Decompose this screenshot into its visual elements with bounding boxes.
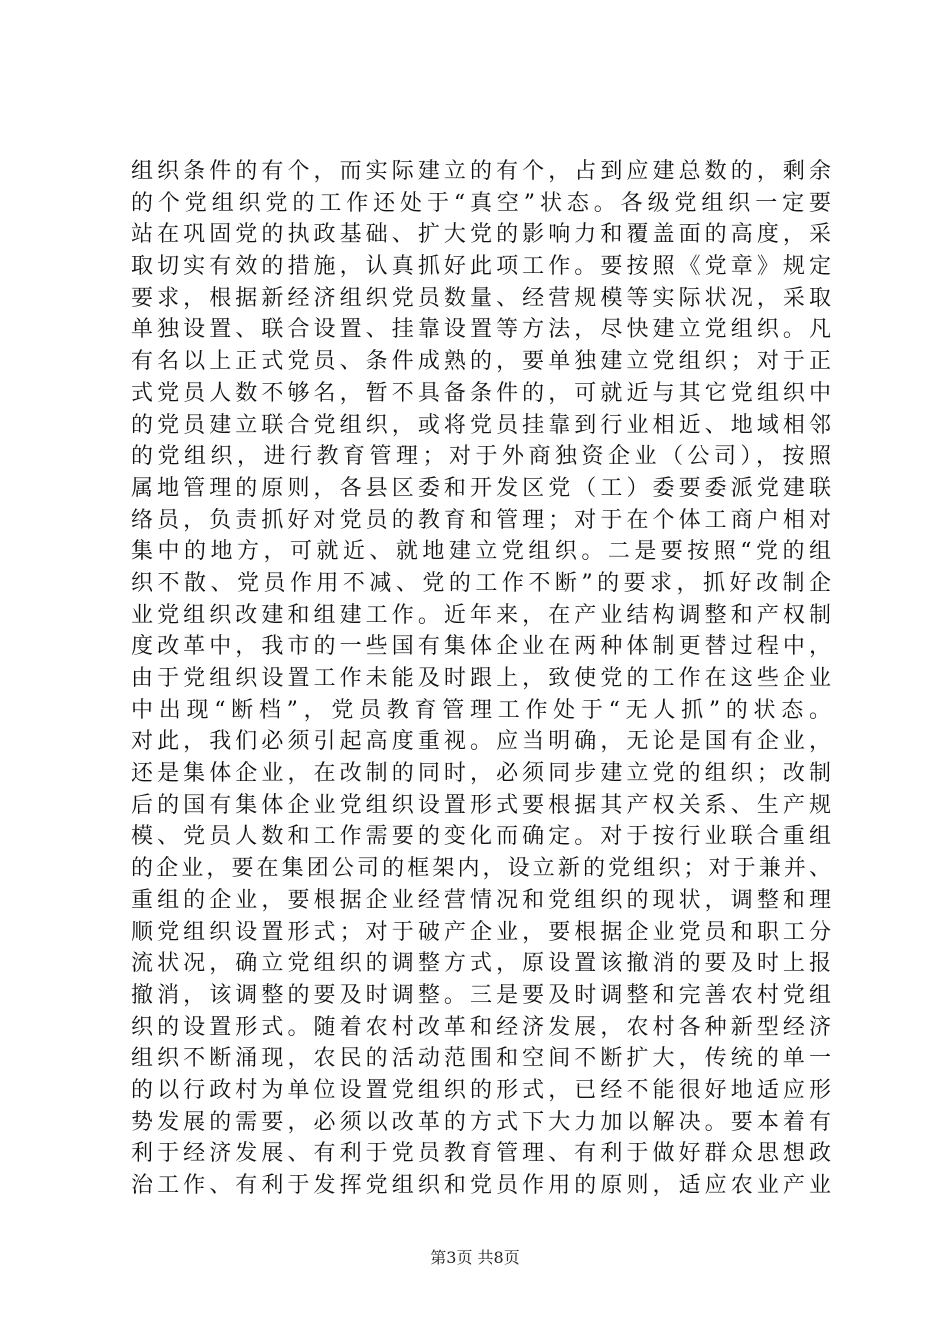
text-line: 要求，根据新经济组织党员数量、经营规模等实际状况，采取 (131, 285, 831, 311)
text-line: 站在巩固党的执政基础、扩大党的影响力和覆盖面的高度，采 (131, 222, 831, 248)
text-line: 组织不断涌现，农民的活动范围和空间不断扩大，传统的单一 (131, 1046, 831, 1072)
text-line: 顺党组织设置形式；对于破产企业，要根据企业党员和职工分 (131, 919, 831, 945)
text-line: 集中的地方，可就近、就地建立党组织。二是要按照“党的组 (131, 539, 831, 565)
text-line: 有名以上正式党员、条件成熟的，要单独建立党组织；对于正 (131, 349, 831, 375)
text-line: 的党组织，进行教育管理；对于外商独资企业（公司），按照 (131, 444, 831, 470)
text-line: 对此，我们必须引起高度重视。应当明确，无论是国有企业， (131, 729, 831, 755)
text-line: 单独设置、联合设置、挂靠设置等方法，尽快建立党组织。凡 (131, 317, 831, 343)
text-line: 重组的企业，要根据企业经营情况和党组织的现状，调整和理 (131, 887, 831, 913)
text-line: 的企业，要在集团公司的框架内，设立新的党组织；对于兼并、 (131, 856, 831, 882)
text-line: 的以行政村为单位设置党组织的形式，已经不能很好地适应形 (131, 1077, 831, 1103)
text-line: 由于党组织设置工作未能及时跟上，致使党的工作在这些企业 (131, 666, 831, 691)
text-line: 后的国有集体企业党组织设置形式要根据其产权关系、生产规 (131, 792, 831, 818)
text-line: 属地管理的原则，各县区委和开发区党（工）委要委派党建联 (131, 475, 831, 501)
text-line: 中出现“断档”，党员教育管理工作处于“无人抓”的状态。 (131, 697, 831, 723)
text-line: 流状况，确立党组织的调整方式，原设置该撤消的要及时上报 (131, 951, 831, 977)
text-line: 取切实有效的措施，认真抓好此项工作。要按照《党章》规定 (131, 254, 831, 280)
text-line: 度改革中，我市的一些国有集体企业在两种体制更替过程中， (131, 634, 831, 660)
text-line: 式党员人数不够名，暂不具备条件的，可就近与其它党组织中 (131, 380, 831, 406)
text-line: 治工作、有利于发挥党组织和党员作用的原则，适应农业产业 (131, 1173, 831, 1198)
text-line: 组织条件的有个，而实际建立的有个，占到应建总数的，剩余 (131, 159, 831, 184)
body-text (131, 156, 831, 1202)
text-line: 织的设置形式。随着农村改革和经济发展，农村各种新型经济 (131, 1014, 831, 1040)
text-line: 的党员建立联合党组织，或将党员挂靠到行业相近、地域相邻 (131, 412, 831, 438)
text-line: 模、党员人数和工作需要的变化而确定。对于按行业联合重组 (131, 824, 831, 850)
text-line: 络员，负责抓好对党员的教育和管理；对于在个体工商户相对 (131, 507, 831, 533)
text-line: 业党组织改建和组建工作。近年来，在产业结构调整和产权制 (131, 602, 831, 628)
text-line: 的个党组织党的工作还处于“真空”状态。各级党组织一定要 (131, 190, 831, 216)
text-line: 织不散、党员作用不减、党的工作不断”的要求，抓好改制企 (131, 570, 831, 596)
page-number-footer: 第3页 共8页 (430, 1248, 520, 1267)
text-line: 还是集体企业，在改制的同时，必须同步建立党的组织；改制 (131, 761, 831, 787)
text-line: 势发展的需要，必须以改革的方式下大力加以解决。要本着有 (131, 1109, 831, 1135)
text-line: 利于经济发展、有利于党员教育管理、有利于做好群众思想政 (131, 1141, 831, 1167)
text-line: 撤消，该调整的要及时调整。三是要及时调整和完善农村党组 (131, 982, 831, 1008)
